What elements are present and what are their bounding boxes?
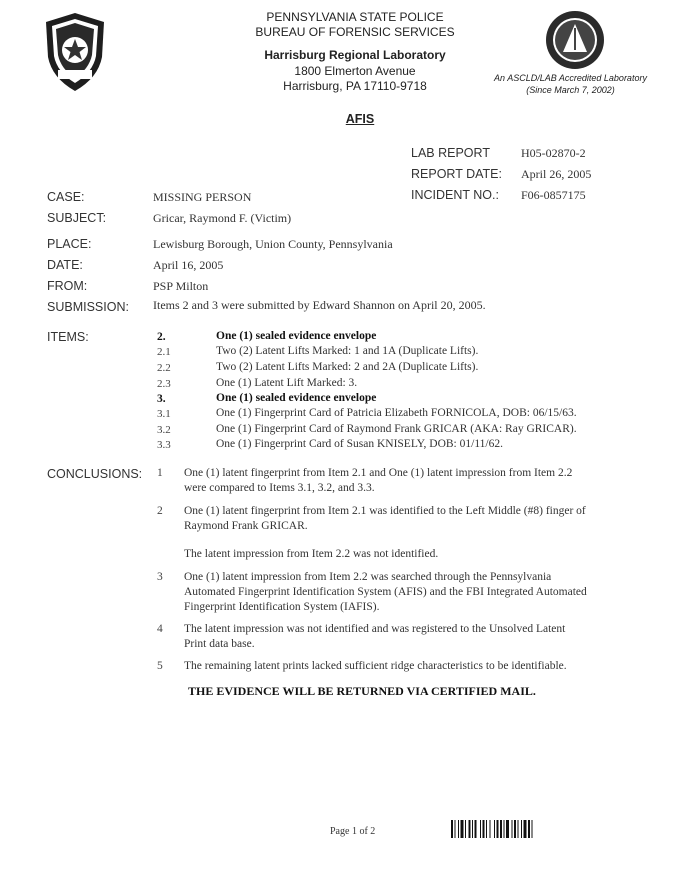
item-description: Two (2) Latent Lifts Marked: 1 and 1A (Duplicate Lifts). <box>216 345 479 357</box>
conclusion-line: The remaining latent prints lacked sufficient ridge characteristics to be identifiable. <box>184 660 567 672</box>
items-label: ITEMS: <box>47 330 89 344</box>
submission-label: SUBMISSION: <box>47 300 129 314</box>
conclusion-line: were compared to Items 3.1, 3.2, and 3.3. <box>184 482 375 494</box>
lab-address-street: 1800 Elmerton Avenue <box>294 64 416 78</box>
conclusion-line: Raymond Frank GRICAR. <box>184 520 308 532</box>
section-title: AFIS <box>345 112 375 126</box>
conclusion-text <box>184 547 644 562</box>
accreditation-line1: An ASCLD/LAB Accredited Laboratory <box>494 73 647 83</box>
conclusion-text <box>184 622 644 652</box>
conclusion-line: One (1) latent impression from Item 2.2 was searched through the Pennsylvania <box>184 571 552 583</box>
report-date-value: April 26, 2005 <box>521 167 592 181</box>
subject-value: Gricar, Raymond F. (Victim) <box>153 211 292 225</box>
psp-badge-logo <box>44 12 106 92</box>
conclusion-number: 1 <box>157 467 163 479</box>
item-description: Two (2) Latent Lifts Marked: 2 and 2A (Duplicate Lifts). <box>216 361 479 373</box>
lab-report-value: H05-02870-2 <box>521 146 586 160</box>
incident-label: INCIDENT NO.: <box>411 188 499 202</box>
org-name-line2: BUREAU OF FORENSIC SERVICES <box>255 25 455 39</box>
incident-value: F06-0857175 <box>521 188 586 202</box>
ascld-seal-logo <box>545 10 605 70</box>
accreditation-line2: (Since March 7, 2002) <box>526 85 615 95</box>
conclusion-text <box>184 659 644 674</box>
subject-label: SUBJECT: <box>47 211 107 225</box>
item-description: One (1) Fingerprint Card of Raymond Frank GRICAR (AKA: Ray GRICAR). <box>216 423 577 435</box>
conclusion-line: Fingerprint Identification System (IAFIS). <box>184 601 380 613</box>
case-value: MISSING PERSON <box>153 190 252 204</box>
item-number: 3. <box>157 393 166 405</box>
item-number: 2. <box>157 331 166 343</box>
conclusion-text <box>184 570 644 615</box>
item-number: 3.2 <box>157 424 171 436</box>
conclusion-number: 2 <box>157 505 163 517</box>
conclusion-text <box>184 466 644 496</box>
evidence-notice: THE EVIDENCE WILL BE RETURNED VIA CERTIFIED MAIL. <box>188 684 536 698</box>
from-label: FROM: <box>47 279 88 293</box>
case-label: CASE: <box>47 190 85 204</box>
conclusion-number: 3 <box>157 571 163 583</box>
barcode <box>451 820 569 838</box>
item-number: 3.3 <box>157 439 171 451</box>
item-number: 2.3 <box>157 378 171 390</box>
conclusion-line: Automated Fingerprint Identification System (AFIS) and the FBI Integrated Automated <box>184 586 587 598</box>
place-value: Lewisburg Borough, Union County, Pennsylvania <box>153 237 393 251</box>
conclusions-label: CONCLUSIONS: <box>47 467 143 481</box>
page-number: Page 1 of 2 <box>330 826 376 837</box>
conclusion-number: 4 <box>157 623 163 635</box>
conclusion-line: Print data base. <box>184 638 255 650</box>
lab-report-label: LAB REPORT <box>411 146 490 160</box>
date-label: DATE: <box>47 258 83 272</box>
org-name-line1: PENNSYLVANIA STATE POLICE <box>266 10 444 24</box>
item-number: 2.1 <box>157 346 171 358</box>
conclusion-text <box>184 504 644 534</box>
lab-address-city: Harrisburg, PA 17110-9718 <box>283 79 427 93</box>
submission-value: Items 2 and 3 were submitted by Edward Shannon on April 20, 2005. <box>153 298 486 312</box>
place-label: PLACE: <box>47 237 92 251</box>
conclusion-line: One (1) latent fingerprint from Item 2.1 was identified to the Left Middle (#8) finger of <box>184 505 586 517</box>
conclusion-number: 5 <box>157 660 163 672</box>
item-description: One (1) Fingerprint Card of Susan KNISELY, DOB: 01/11/62. <box>216 438 503 450</box>
conclusion-line: One (1) latent fingerprint from Item 2.1 and One (1) latent impression from Item 2.2 <box>184 467 573 479</box>
item-description: One (1) Fingerprint Card of Patricia Elizabeth FORNICOLA, DOB: 06/15/63. <box>216 407 577 419</box>
date-value: April 16, 2005 <box>153 258 224 272</box>
item-description: One (1) sealed evidence envelope <box>216 392 377 404</box>
conclusion-line: The latent impression from Item 2.2 was not identified. <box>184 548 439 560</box>
item-number: 3.1 <box>157 408 171 420</box>
item-description: One (1) sealed evidence envelope <box>216 330 377 342</box>
from-value: PSP Milton <box>153 279 209 293</box>
report-date-label: REPORT DATE: <box>411 167 502 181</box>
conclusion-line: The latent impression was not identified and was registered to the Unsolved Latent <box>184 623 566 635</box>
lab-name: Harrisburg Regional Laboratory <box>264 48 446 62</box>
item-number: 2.2 <box>157 362 171 374</box>
item-description: One (1) Latent Lift Marked: 3. <box>216 377 358 389</box>
